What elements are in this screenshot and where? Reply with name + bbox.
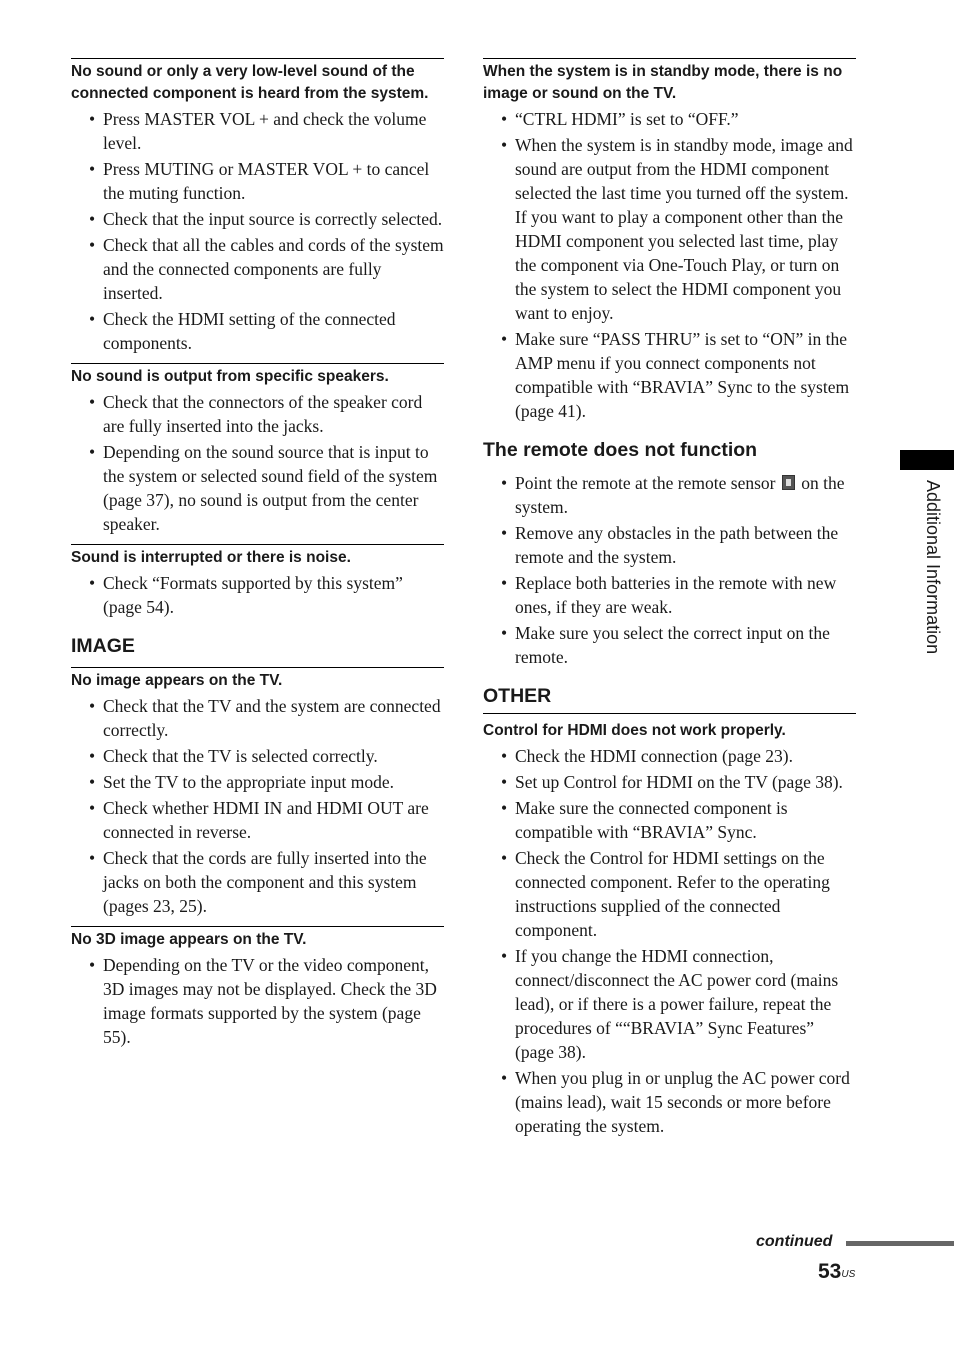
bullet-icon: • xyxy=(89,109,96,129)
list-control-hdmi xyxy=(483,744,856,1138)
bullet-icon: • xyxy=(89,696,96,716)
bullet-icon: • xyxy=(501,329,508,349)
bullet-icon: • xyxy=(501,573,508,593)
list-item: • Check that the TV is selected correctly. xyxy=(89,746,378,766)
bullet-icon: • xyxy=(501,772,508,792)
list-item: • Make sure “PASS THRU” is set to “ON” in the AMP menu if you connect components not compatible with “BRAVIA” Sync to the system (page 41). xyxy=(501,329,850,421)
list-item: • Check that the input source is correctly selected. xyxy=(89,209,443,229)
page-number: $53^{US}$ xyxy=(818,1260,856,1283)
list-item: • Make sure the connected component is compatible with “BRAVIA” Sync. xyxy=(501,798,788,842)
list-item: • Check that the cords are fully inserted into the jacks on both the component and this system (pages 23, 25). xyxy=(89,848,427,916)
list-item: • Set the TV to the appropriate input mode. xyxy=(89,772,394,792)
side-tab-marker xyxy=(900,450,954,470)
bullet-icon: • xyxy=(501,473,508,493)
continued-label: continued xyxy=(756,1233,833,1250)
bullet-icon: • xyxy=(89,392,96,412)
section-title-remote: The remote does not function xyxy=(483,439,758,461)
continued-bar xyxy=(846,1241,954,1246)
list-item: • Set up Control for HDMI on the TV (page 38). xyxy=(501,772,843,792)
list-item: • Check that the connectors of the speaker cord are fully inserted into the jacks. xyxy=(89,392,423,436)
bullet-icon: • xyxy=(89,772,96,792)
bullet-icon: • xyxy=(501,109,508,129)
right-column xyxy=(483,58,856,1140)
list-item: • Check that all the cables and cords of the system and the connected components are fully inserted. xyxy=(89,235,444,303)
bullet-icon: • xyxy=(89,309,96,329)
list-item: • Check the HDMI connection (page 23). xyxy=(501,746,793,766)
list-item: • Depending on the sound source that is input to the system or selected sound field of the system (page 37), no sound is output from the center speaker. xyxy=(89,442,438,534)
bullet-icon: • xyxy=(501,523,508,543)
section-title-image: IMAGE xyxy=(71,635,135,657)
list-item: • Depending on the TV or the video component, 3D images may not be displayed. Check the 3D image formats supported by the system (page 55). xyxy=(89,955,437,1047)
bullet-icon: • xyxy=(501,798,508,818)
list-no-sound xyxy=(71,107,444,355)
remote-sensor-icon xyxy=(782,475,795,490)
bullet-icon: • xyxy=(89,209,96,229)
bullet-icon: • xyxy=(89,235,96,255)
list-item: • Check the HDMI setting of the connected components. xyxy=(89,309,396,353)
left-column xyxy=(71,58,444,1051)
list-item: • Replace both batteries in the remote with new ones, if they are weak. xyxy=(501,573,837,617)
bullet-icon: • xyxy=(89,798,96,818)
bullet-icon: • xyxy=(501,746,508,766)
subheading-no-sound: No sound or only a very low-level sound of the connected component is heard from the system. xyxy=(71,58,444,105)
list-item: • Check that the TV and the system are connected correctly. xyxy=(89,696,441,740)
bullet-icon: • xyxy=(89,159,96,179)
subheading-interrupted: Sound is interrupted or there is noise. xyxy=(71,544,444,569)
bullet-icon: • xyxy=(89,442,96,462)
list-item: • Check the Control for HDMI settings on the connected component. Refer to the operating instructions supplied of the connected component. xyxy=(501,848,830,940)
page-suffix: US xyxy=(841,1269,856,1280)
list-interrupted xyxy=(71,571,444,619)
list-item: • “CTRL HDMI” is set to “OFF.” xyxy=(501,109,739,129)
bullet-icon: • xyxy=(89,955,96,975)
subheading-no-image: No image appears on the TV. xyxy=(71,667,444,692)
list-item: • Point the remote at the remote sensor on the system. xyxy=(501,473,845,517)
bullet-icon: • xyxy=(89,848,96,868)
subheading-standby: When the system is in standby mode, there is no image or sound on the TV. xyxy=(483,58,856,105)
list-item: • When you plug in or unplug the AC power cord (mains lead), wait 15 seconds or more before operating the system. xyxy=(501,1068,850,1136)
list-no-image xyxy=(71,694,444,918)
list-item: • Check “Formats supported by this system” (page 54). xyxy=(89,573,403,617)
list-item: • Make sure you select the correct input on the remote. xyxy=(501,623,830,667)
list-item: • Check whether HDMI IN and HDMI OUT are connected in reverse. xyxy=(89,798,429,842)
bullet-icon: • xyxy=(501,135,508,155)
side-tab-label: Additional Information xyxy=(923,480,943,655)
list-remote xyxy=(483,471,856,669)
bullet-icon: • xyxy=(501,623,508,643)
bullet-icon: • xyxy=(501,848,508,868)
list-standby xyxy=(483,107,856,423)
list-item: • Press MUTING or MASTER VOL + to cancel the muting function. xyxy=(89,159,430,203)
list-item: • If you change the HDMI connection, connect/disconnect the AC power cord (mains lead), or if there is a power failure, repeat the procedures of ““BRAVIA” Sync Features” (page 38). xyxy=(501,946,839,1062)
subheading-control-hdmi: Control for HDMI does not work properly. xyxy=(483,722,786,739)
list-item: • Press MASTER VOL + and check the volume level. xyxy=(89,109,427,153)
list-item: • When the system is in standby mode, image and sound are output from the HDMI component selected the last time you turned off the system. If you want to play a component other than the HDMI component you selected last time, play the component via One-Touch Play, or turn on the system to select the HDMI component you want to enjoy. xyxy=(501,135,853,323)
bullet-icon: • xyxy=(89,573,96,593)
bullet-icon: • xyxy=(89,746,96,766)
list-item: • Remove any obstacles in the path between the remote and the system. xyxy=(501,523,839,567)
list-no-3d-image xyxy=(71,953,444,1049)
subheading-no-3d-image: No 3D image appears on the TV. xyxy=(71,926,444,951)
bullet-icon: • xyxy=(501,1068,508,1088)
subheading-specific-speakers: No sound is output from specific speakers. xyxy=(71,363,444,388)
section-title-other: OTHER xyxy=(483,683,856,714)
bullet-icon: • xyxy=(501,946,508,966)
list-specific-speakers xyxy=(71,390,444,536)
